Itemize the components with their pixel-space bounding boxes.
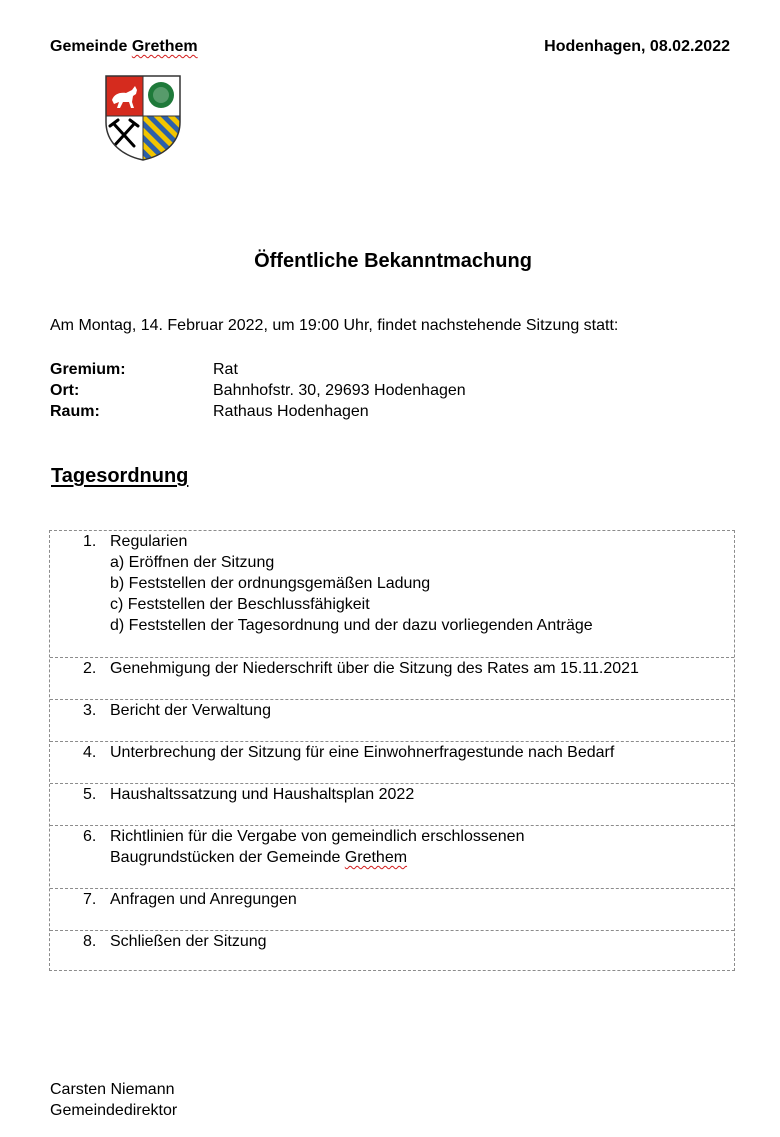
agenda-item-text: Richtlinien für die Vergabe von gemeindlich erschlossenen [110,828,525,845]
agenda-item-text: Bericht der Verwaltung [110,702,271,719]
municipality-name: Gemeinde Grethem [50,38,198,55]
agenda-heading: Tagesordnung [51,465,189,487]
agenda-subitem: d) Feststellen der Tagesordnung und der dazu vorliegenden Anträge [110,617,593,634]
meeting-value: Bahnhofstr. 30, 29693 Hodenhagen [213,382,466,399]
coat-of-arms-logo [104,74,182,162]
agenda-item-text: Unterbrechung der Sitzung für eine Einwohnerfragestunde nach Bedarf [110,744,615,761]
meeting-value: Rathaus Hodenhagen [213,403,369,420]
agenda-table [49,530,735,971]
agenda-item-number: 6. [83,828,97,845]
intro-text: Am Montag, 14. Februar 2022, um 19:00 Uhr, findet nachstehende Sitzung statt: [50,317,619,334]
agenda-item-text: Haushaltssatzung und Haushaltsplan 2022 [110,786,415,803]
agenda-item-number: 1. [83,533,97,550]
signature-role: Gemeindedirektor [50,1102,178,1119]
agenda-item-number: 2. [83,660,97,677]
agenda-subitem: a) Eröffnen der Sitzung [110,554,275,571]
agenda-item-text: Schließen der Sitzung [110,933,267,950]
agenda-item-text: Anfragen und Anregungen [110,891,297,908]
agenda-subitem: c) Feststellen der Beschlussfähigkeit [110,596,370,613]
agenda-item-number: 4. [83,744,97,761]
meeting-label: Ort: [50,382,80,399]
municipality-header [50,38,198,56]
agenda-item-number: 7. [83,891,97,908]
meeting-value: Rat [213,361,238,378]
agenda-item-text: Regularien [110,533,188,550]
agenda-subitem: Baugrundstücken der Gemeinde Grethem [110,849,408,866]
agenda-item-number: 8. [83,933,97,950]
agenda-item-number: 5. [83,786,97,803]
agenda-item-text: Genehmigung der Niederschrift über die Sitzung des Rates am 15.11.2021 [110,660,639,677]
meeting-label: Raum: [50,403,100,420]
page-title: Öffentliche Bekanntmachung [254,250,532,272]
meeting-label: Gremium: [50,361,126,378]
place-date: Hodenhagen, 08.02.2022 [544,38,730,55]
signature-name: Carsten Niemann [50,1081,175,1098]
agenda-item-number: 3. [83,702,97,719]
agenda-subitem: b) Feststellen der ordnungsgemäßen Ladung [110,575,431,592]
